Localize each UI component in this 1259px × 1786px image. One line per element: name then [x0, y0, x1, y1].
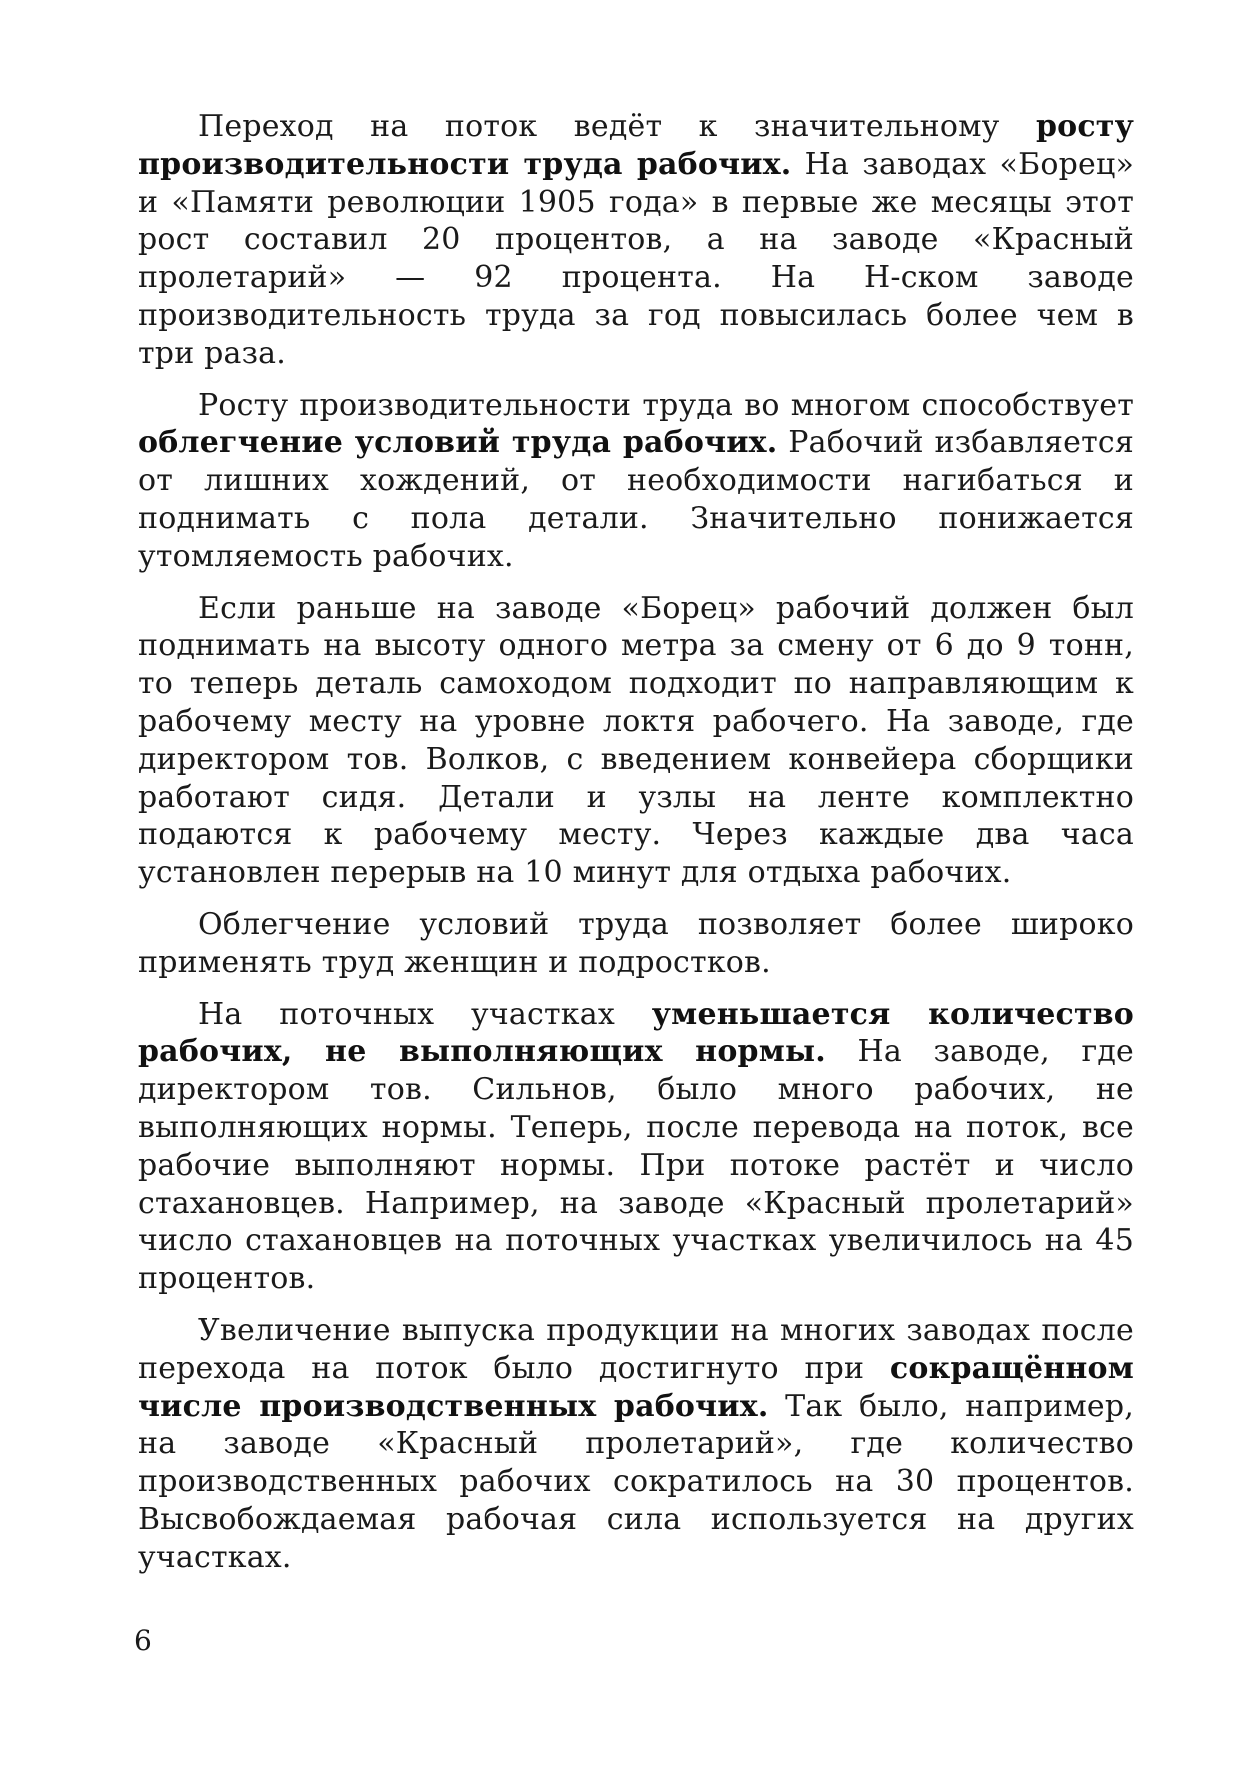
page-body: [138, 108, 1134, 1590]
paragraph-1: [138, 108, 1134, 373]
run: Облегчение условий труда позволяет более широко применять труд женщин и подростков.: [138, 906, 1134, 980]
paragraph-4: [138, 906, 1134, 982]
run: Росту производительности труда во многом способствует: [198, 387, 1134, 423]
run: Рабочий избавляется от лишних хождений, от необходимости нагибаться и поднимать с пола детали. Значительно понижается утомляемость рабочих.: [138, 425, 1134, 574]
run: Так было, например, на заводе «Красный пролетарий», где количество производственных рабочих сократилось на 30 процентов. Высвобождаемая рабочая сила используется на других участках.: [138, 1388, 1134, 1575]
run: Переход на поток ведёт к значительному: [198, 109, 1036, 144]
run: На заводах «Борец» и «Памяти революции 1905 года» в первые же месяцы этот рост составил 20 процентов, а на заводе «Красный пролетарий» — 92 процента. На Н-ском заводе производительность труда за год повысилась более чем в три раза.: [138, 146, 1134, 371]
run-bold: уменьшается количество рабочих, не выполняющих нормы.: [138, 996, 1134, 1070]
run-bold: росту производительности труда рабочих.: [138, 109, 1134, 182]
run: На заводе, где директором тов. Сильнов, было много рабочих, не выполняющих нормы. Теперь, после перевода на поток, все рабочие выполняют нормы. При потоке растёт и число стахановцев. Например, на заводе «Красный пролетарий» число стахановцев на поточных участках увеличилось на 45 процентов.: [138, 1034, 1134, 1297]
run-bold: сокращённом числе производственных рабочих.: [138, 1350, 1134, 1424]
paragraph-5: [138, 996, 1134, 1298]
run-bold: облегчение условий труда рабочих.: [138, 425, 778, 461]
run: Если раньше на заводе «Борец» рабочий должен был поднимать на высоту одного метра за смену от 6 до 9 тонн, то теперь деталь самоходом подходит по направляющим к рабочему месту на уровне локтя рабочего. На заводе, где директором тов. Волков, с введением конвейера сборщики работают сидя. Детали и узлы на ленте комплектно подаются к рабочему месту. Через каждые два часа установлен перерыв на 10 минут для отдыха рабочих.: [138, 590, 1134, 891]
paragraph-3: [138, 590, 1134, 892]
paragraph-2: [138, 387, 1134, 576]
run: На поточных участках: [198, 996, 652, 1032]
paragraph-6: [138, 1312, 1134, 1577]
run: Увеличение выпуска продукции на многих заводах после перехода на поток было достигнуто при: [138, 1312, 1134, 1386]
page-number: 6: [134, 1624, 152, 1657]
